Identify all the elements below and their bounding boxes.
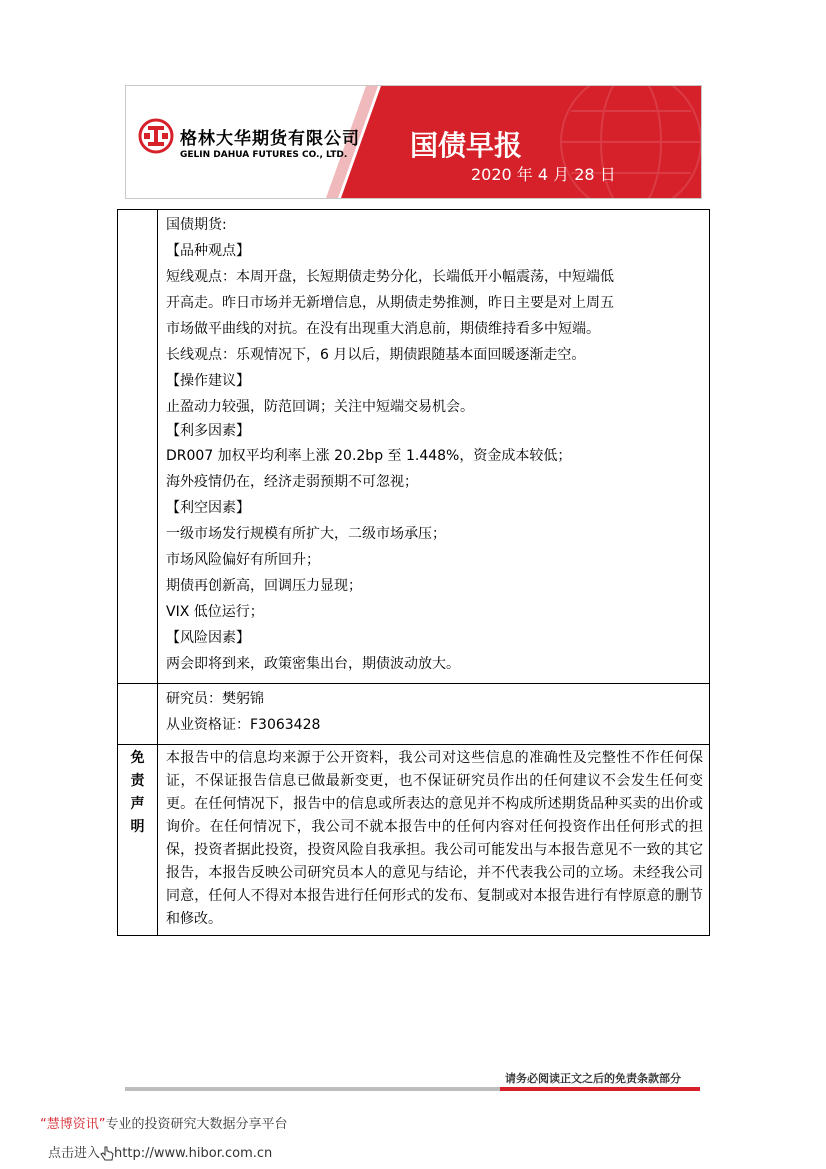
- report-date: 2020 年 4 月 28 日: [471, 165, 616, 184]
- company-name-cn: 格林大华期货有限公司: [180, 129, 360, 149]
- paragraph-line: 期债再创新高，回调压力显现；: [166, 578, 362, 594]
- company-logo-icon: [138, 118, 174, 154]
- paragraph-line: 长线观点：乐观情况下，6 月以后，期债跟随基本面回暖逐渐走空。: [166, 347, 586, 363]
- disclaimer-label: [118, 745, 158, 936]
- promo-line: [40, 1113, 288, 1132]
- researcher-label-cell: [118, 684, 158, 745]
- section-heading: 【风险因素】: [166, 630, 250, 646]
- paragraph-line: 两会即将到来，政策密集出台，期债波动放大。: [166, 656, 460, 672]
- paragraph-line: 开高走。昨日市场并无新增信息，从期债走势推测，昨日主要是对上周五: [166, 295, 614, 311]
- disclaimer-label-char: 责: [130, 773, 145, 789]
- analysis-label-cell: [118, 210, 158, 684]
- researcher-cell: [158, 684, 710, 745]
- researcher-certificate: 从业资格证：F3063428: [166, 717, 321, 733]
- hibor-link[interactable]: [48, 1142, 272, 1162]
- section-heading: 【操作建议】: [166, 373, 250, 389]
- section-heading: 【利多因素】: [166, 423, 250, 439]
- analysis-content-cell: [158, 210, 710, 684]
- paragraph-line: VIX 低位运行；: [166, 604, 264, 620]
- company-name-en: GELIN DAHUA FUTURES CO., LTD.: [180, 150, 348, 160]
- disclaimer-text: 本报告中的信息均来源于公开资料，我公司对这些信息的准确性及完整性不作任何保证，不保证报告信息已做最新变更，也不保证研究员作出的任何建议不会发生任何变更。在任何情况下，报告中的信息或所表达的意见并不构成所述期货品种买卖的出价或询价。在任何情况下，我公司不就本报告中的任何内容对任何投资作出任何形式的担保，投资者据此投资，投资风险自我承担。我公司可能发出与本报告意见不一致的其它报告，本报告反映公司研究员本人的意见与结论，并不代表我公司的立场。未经我公司同意，任何人不得对本报告进行任何形式的发布、复制或对本报告进行有悖原意的删节和修改。: [158, 745, 710, 936]
- paragraph-line: 短线观点：本周开盘，长短期债走势分化，长端低开小幅震荡，中短端低: [166, 269, 614, 285]
- report-header: [125, 85, 702, 199]
- section-heading: 【品种观点】: [166, 243, 250, 259]
- report-table: [117, 209, 710, 936]
- analysis-row: [118, 210, 710, 684]
- paragraph-line: 市场风险偏好有所回升；: [166, 552, 320, 568]
- paragraph-line: DR007 加权平均利率上涨 20.2bp 至 1.448%，资金成本较低；: [166, 448, 572, 464]
- paragraph-line: 止盈动力较强，防范回调；关注中短端交易机会。: [166, 399, 474, 415]
- section-heading: 【利空因素】: [166, 500, 250, 516]
- disclaimer-notice: 请务必阅读正文之后的免责条款部分: [505, 1072, 681, 1085]
- link-url[interactable]: http://www.hibor.com.cn: [114, 1146, 273, 1161]
- promo-brand: “慧博资讯”: [40, 1117, 106, 1132]
- disclaimer-label-char: 明: [130, 819, 145, 835]
- report-title: 国债早报: [410, 129, 523, 162]
- researcher-name: 研究员：樊躬锦: [166, 691, 264, 707]
- footer-red-bar: [500, 1087, 700, 1091]
- disclaimer-row: [118, 745, 710, 936]
- disclaimer-label-char: 声: [130, 796, 145, 812]
- promo-text: 专业的投资研究大数据分享平台: [105, 1117, 288, 1132]
- paragraph-line: 市场做平曲线的对抗。在没有出现重大消息前，期债维持看多中短端。: [166, 321, 600, 337]
- disclaimer-label-char: 免: [130, 750, 145, 766]
- paragraph-line: 一级市场发行规模有所扩大，二级市场承压；: [166, 526, 446, 542]
- hand-cursor-icon: [100, 1146, 114, 1162]
- link-prefix: 点击进入: [48, 1146, 101, 1161]
- researcher-row: [118, 684, 710, 745]
- paragraph-line: 海外疫情仍在，经济走弱预期不可忽视；: [166, 474, 418, 490]
- section-heading: 国债期货:: [166, 217, 227, 233]
- footer-gray-bar: [125, 1087, 500, 1091]
